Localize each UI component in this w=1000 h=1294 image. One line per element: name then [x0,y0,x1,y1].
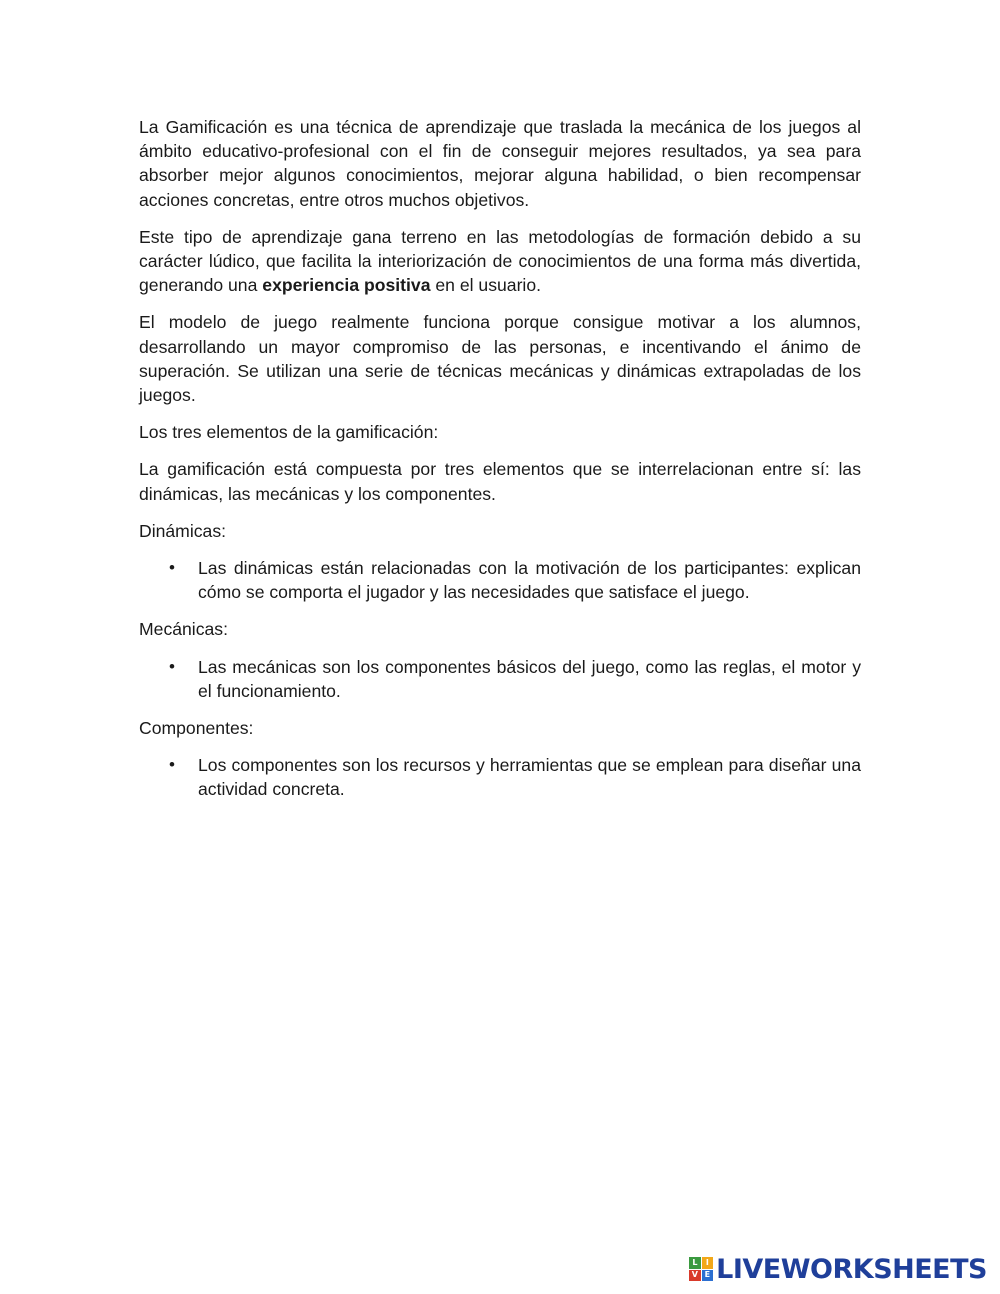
list-item-text: Los componentes son los recursos y herramientas que se emplean para diseñar una actividad concreta. [198,755,861,800]
bold-phrase: experiencia positiva [262,275,431,296]
list-mecanicas [139,655,861,703]
list-componentes [139,753,861,801]
paragraph-learning-type-text: Este tipo de aprendizaje gana terreno en las metodologías de formación debido a su carácter lúdico, que facilita la interiorización de conocimientos de una forma más divertida, generando una [139,226,861,296]
bullet-icon: • [169,755,175,775]
logo-letter-v: V [689,1270,701,1282]
paragraph-learning-type [139,225,861,298]
paragraph-learning-type-end: en el usuario. [430,275,542,296]
brand-name: LIVEWORKSHEETS [716,1253,987,1285]
paragraph-game-model: El modelo de juego realmente funciona porque consigue motivar a los alumnos, desarrollando un mayor compromiso de las personas, e incentivando el ánimo de superación. Se utilizan una serie de técnicas mecánicas y dinámicas extrapoladas de los juegos. [139,312,861,406]
section-title-three-elements: Los tres elementos de la gamificación: [139,422,439,443]
logo-letter-e: E [702,1270,714,1282]
liveworksheets-logo-icon [689,1257,713,1281]
liveworksheets-brand [689,1254,987,1284]
list-item [139,655,861,703]
bullet-icon: • [169,558,175,578]
heading-componentes: Componentes: [139,718,254,739]
heading-dinamicas: Dinámicas: [139,520,227,541]
bullet-icon: • [169,656,175,676]
paragraph-elements-summary: La gamificación está compuesta por tres elementos que se interrelacionan entre sí: las dinámicas, las mecánicas y los componentes. [139,459,861,504]
list-item [139,753,861,801]
list-item-text: Las dinámicas están relacionadas con la motivación de los participantes: explican cómo se comporta el jugador y las necesidades que satisface el juego. [198,558,861,603]
document-body [139,115,861,815]
logo-letter-l: L [689,1257,701,1269]
paragraph-intro: La Gamificación es una técnica de aprendizaje que traslada la mecánica de los juegos al ámbito educativo-profesional con el fin de conseguir mejores resultados, ya sea para absorber mejor algunos conocimientos, mejorar alguna habilidad, o bien recompensar acciones concretas, entre otros muchos objetivos. [139,117,861,210]
logo-letter-i: I [702,1257,714,1269]
list-item [139,556,861,604]
list-dinamicas [139,556,861,604]
list-item-text: Las mecánicas son los componentes básicos del juego, como las reglas, el motor y el funcionamiento. [198,656,861,701]
heading-mecanicas: Mecánicas: [139,619,228,640]
